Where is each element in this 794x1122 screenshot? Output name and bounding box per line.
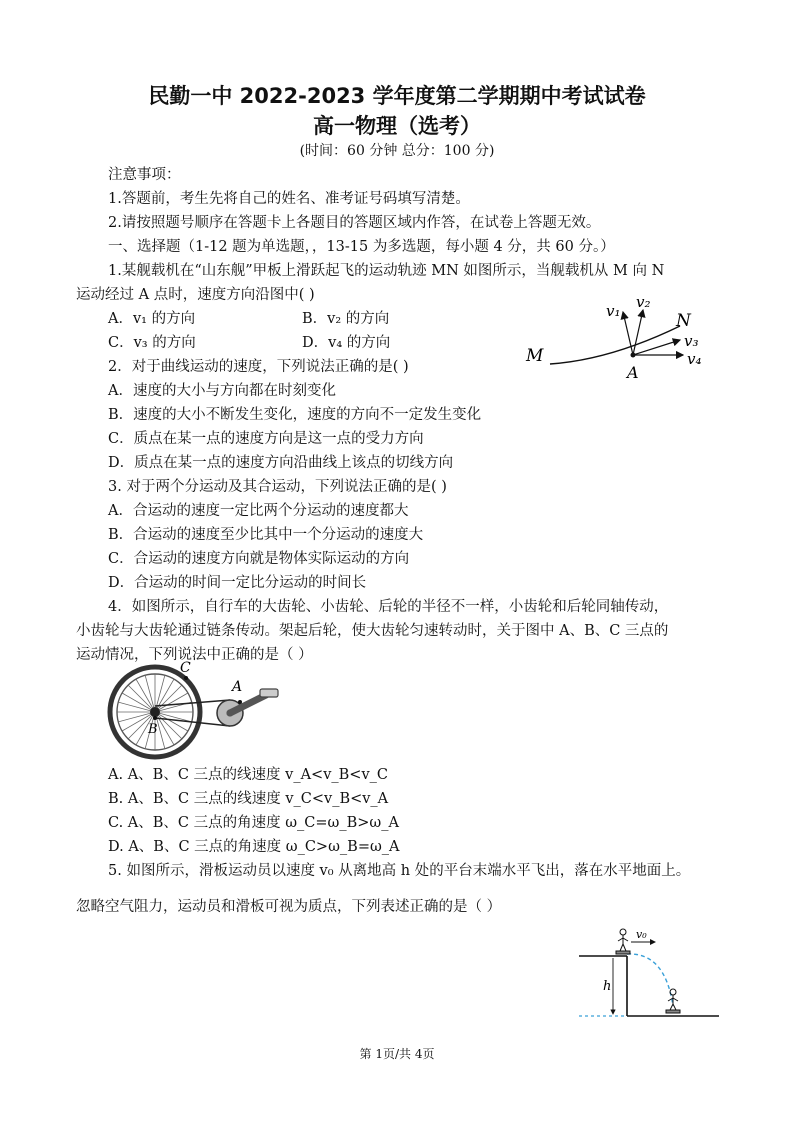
q1-option-d: D．v₄ 的方向 — [302, 335, 391, 351]
q2-option-d: D．质点在某一点的速度方向沿曲线上该点的切线方向 — [108, 455, 454, 471]
q2-option-c: C．质点在某一点的速度方向是这一点的受力方向 — [108, 431, 424, 447]
point-a-dot — [631, 353, 636, 358]
q4-stem: 运动情况，下列说法中正确的是（ ） — [76, 647, 313, 663]
pedal — [260, 689, 278, 697]
label-a: A — [232, 679, 243, 695]
section-heading: 一、选择题（1-12 题为单选题，，13-15 为多选题，每小题 4 分，共 60 分。） — [108, 239, 615, 255]
q4-option-c: C. A、B、C 三点的角速度 ω_C=ω_B>ω_A — [108, 815, 399, 831]
q1-stem: 运动经过 A 点时，速度方向沿图中( ) — [76, 287, 315, 303]
label-v4: v₄ — [687, 350, 702, 368]
q4-option-a: A. A、B、C 三点的线速度 v_A<v_B<v_C — [108, 767, 388, 783]
label-h: h — [603, 979, 612, 994]
label-v3: v₃ — [684, 332, 699, 350]
label-m: M — [526, 346, 544, 366]
wheel-spoke — [118, 702, 155, 712]
note-item: 1.答题前，考生先将自己的姓名、准考证号码填写清楚。 — [108, 191, 470, 207]
exam-subtitle: 高一物理（选考） — [313, 114, 481, 138]
label-a: A — [627, 363, 639, 382]
exam-meta: (时间：60 分钟 总分：100 分) — [299, 143, 495, 159]
q2-option-a: A．速度的大小与方向都在时刻变化 — [108, 383, 336, 399]
trajectory-curve — [550, 326, 680, 364]
q3-option-c: C．合运动的速度方向就是物体实际运动的方向 — [108, 551, 410, 567]
label-v0: v₀ — [636, 928, 647, 941]
q1-option-c: C．v₃ 的方向 — [108, 335, 196, 351]
q2-option-b: B．速度的大小不断发生变化，速度的方向不一定发生变化 — [108, 407, 482, 423]
q3-option-b: B．合运动的速度至少比其中一个分运动的速度大 — [108, 527, 424, 543]
point-a-dot — [238, 700, 242, 704]
q3-stem: 3. 对于两个分运动及其合运动，下列说法正确的是( ) — [108, 479, 447, 495]
exam-title: 民勤一中 2022-2023 学年度第二学期期中考试试卷 — [148, 84, 646, 108]
page-footer: 第 1页/共 4页 — [359, 1047, 435, 1061]
q3-option-a: A．合运动的速度一定比两个分运动的速度都大 — [108, 503, 409, 519]
q2-stem: 2．对于曲线运动的速度，下列说法正确的是( ) — [108, 359, 409, 375]
v3-arrow — [633, 340, 680, 355]
q4-stem: 小齿轮与大齿轮通过链条传动。架起后轮，使大齿轮匀速转动时，关于图中 A、B、C 三点的 — [76, 623, 669, 639]
point-b-dot — [153, 716, 157, 720]
skater-bottom — [666, 989, 680, 1013]
q4-option-b: B. A、B、C 三点的线速度 v_C<v_B<v_A — [108, 791, 389, 807]
q3-option-d: D．合运动的时间一定比分运动的时间长 — [108, 575, 367, 591]
wheel-spoke — [118, 712, 155, 722]
q1-option-b: B．v₂ 的方向 — [302, 311, 390, 327]
q1-option-a: A．v₁ 的方向 — [108, 311, 196, 327]
q5-stem: 忽略空气阻力，运动员和滑板可视为质点，下列表述正确的是（ ） — [76, 899, 502, 915]
point-c-dot — [184, 676, 188, 680]
q4-stem: 4．如图所示，自行车的大齿轮、小齿轮、后轮的半径不一样，小齿轮和后轮同轴传动， — [108, 599, 669, 615]
q4-option-d: D. A、B、C 三点的角速度 ω_C>ω_B=ω_A — [108, 839, 400, 855]
label-c: C — [180, 660, 191, 676]
label-b: B — [148, 722, 158, 737]
notes-heading: 注意事项： — [108, 167, 181, 183]
q5-skateboard-figure — [575, 922, 725, 1022]
flight-path — [627, 954, 673, 1006]
label-v1: v₁ — [606, 302, 621, 320]
note-item: 2.请按照题号顺序在答题卡上各题目的答题区域内作答，在试卷上答题无效。 — [108, 215, 601, 231]
label-v2: v₂ — [636, 293, 651, 311]
v2-arrow — [633, 310, 643, 355]
rear-hub — [150, 707, 160, 717]
q1-stem: 1.某舰载机在“山东舰”甲板上滑跃起飞的运动轨迹 MN 如图所示，当舰载机从 M 向 N — [108, 263, 665, 279]
wheel-spoke — [145, 675, 155, 712]
q1-trajectory-figure — [520, 288, 720, 388]
label-n: N — [676, 311, 691, 331]
q5-stem: 5. 如图所示，滑板运动员以速度 v₀ 从离地高 h 处的平台末端水平飞出，落在水平地面上。 — [108, 863, 691, 879]
q4-bicycle-figure — [100, 660, 290, 765]
skater-top — [616, 929, 630, 954]
